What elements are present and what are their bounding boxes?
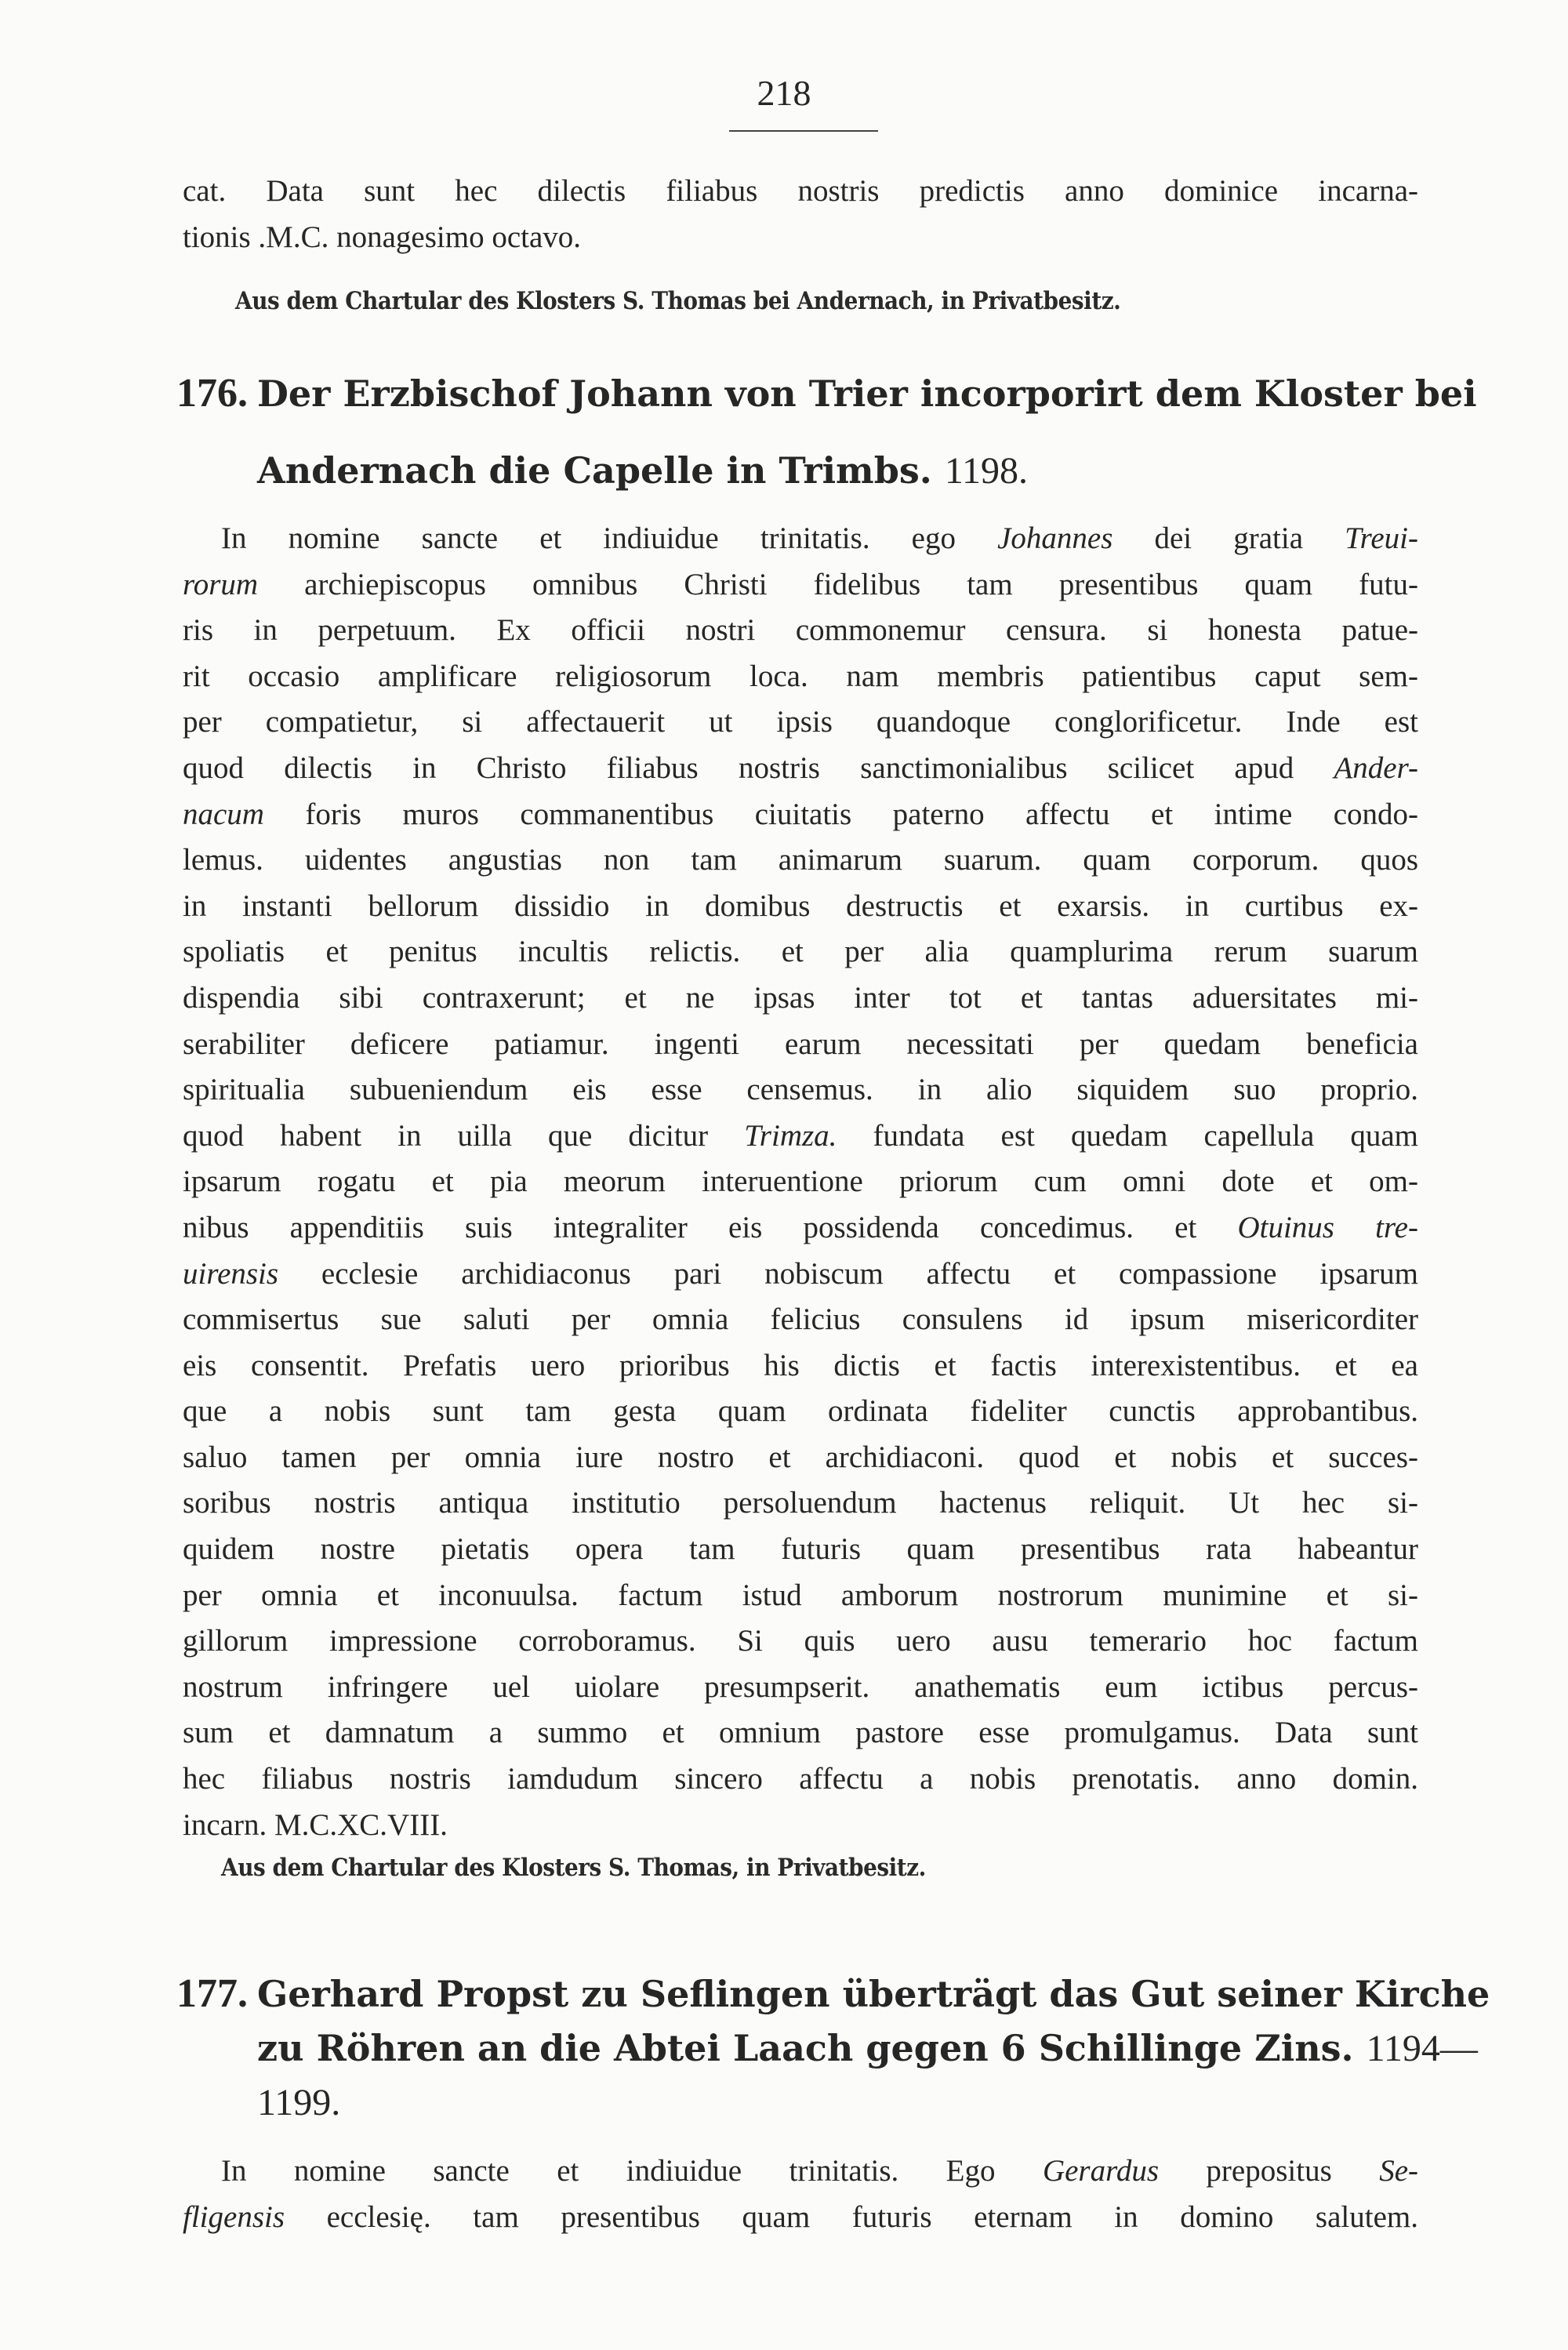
italic-name: Ander- [1334, 750, 1418, 785]
italic-name: nacum [183, 797, 264, 831]
heading-text: Gerhard Propst zu Seflingen überträgt das Gut seiner Kirche [257, 1973, 1490, 2015]
text-line [183, 1251, 1418, 1298]
text-segment: foris muros commanentibus ciuitatis paterno affectu et intime condo- [263, 797, 1418, 831]
text-segment: per omnia et inconuulsa. factum istud amborum nostrorum munimine et si- [183, 1578, 1418, 1612]
text-line [183, 1618, 1418, 1665]
text-line [183, 1756, 1418, 1803]
text-line [183, 215, 1418, 261]
text-segment: dispendia sibi contraxerunt; et ne ipsas inter tot et tantas aduersitates mi- [183, 980, 1418, 1015]
italic-name: fligensis [183, 2199, 285, 2234]
intro-paragraph [183, 169, 1418, 260]
text-segment: spoliatis et penitus incultis relictis. et per alia quamplurima rerum suarum [183, 935, 1418, 969]
text-segment: lemus. uidentes angustias non tam animarum suarum. quam corporum. quos [183, 843, 1418, 877]
text-segment: nostrum infringere uel uiolare presumpserit. anathematis eum ictibus percus- [183, 1669, 1418, 1704]
heading-line [257, 370, 1477, 417]
italic-name: Treui- [1345, 521, 1418, 555]
text-line [183, 1803, 1418, 1849]
text-segment: quod habent in uilla que dicitur [183, 1118, 745, 1153]
text-segment: incarn. M.C.XC.VIII. [183, 1807, 448, 1842]
text-line [183, 516, 1418, 562]
document-number: 177. [176, 1971, 248, 2016]
text-segment: tionis .M.C. nonagesimo octavo. [183, 220, 582, 254]
text-segment: soribus nostris antiqua institutio persoluendum hactenus reliquit. Ut hec si- [183, 1486, 1418, 1520]
text-line [183, 1527, 1418, 1573]
heading-line [257, 2025, 1478, 2072]
italic-name: uirensis [183, 1256, 279, 1291]
text-line [183, 1205, 1418, 1251]
text-segment: In nomine sancte et indiuidue trinitatis. Ego [221, 2154, 1043, 2188]
text-line [183, 699, 1418, 746]
text-line [183, 792, 1418, 838]
heading-year: 1199. [257, 2082, 341, 2123]
text-line [183, 1022, 1418, 1068]
text-segment: In nomine sancte et indiuidue trinitatis. ego [221, 521, 998, 555]
text-line [183, 1067, 1418, 1113]
text-line [183, 837, 1418, 884]
document-body-177 [183, 2148, 1418, 2240]
text-segment: prepositus [1159, 2154, 1380, 2188]
heading-line [257, 447, 1418, 494]
page-number-rule [729, 130, 878, 132]
source-note: Aus dem Chartular des Klosters S. Thomas, in Privatbesitz. [221, 1854, 926, 1882]
text-segment: per compatietur, si affectauerit ut ipsis quandoque conglorificetur. Inde est [183, 705, 1418, 739]
heading-text: Der Erzbischof Johann von Trier incorporirt dem Kloster bei [257, 372, 1477, 415]
text-line [183, 1435, 1418, 1481]
text-line [183, 1665, 1418, 1711]
text-segment: nibus appenditiis suis integraliter eis possidenda concedimus. et [183, 1210, 1238, 1244]
text-line [183, 2195, 1418, 2241]
heading-text: zu Röhren an die Abtei Laach gegen 6 Schillinge Zins. [257, 2027, 1354, 2069]
text-line [183, 1573, 1418, 1619]
text-segment: quidem nostre pietatis opera tam futuris quam presentibus rata habeantur [183, 1532, 1418, 1567]
text-line [183, 975, 1418, 1022]
text-line [183, 169, 1418, 215]
text-line [183, 2148, 1418, 2195]
text-line [183, 562, 1418, 608]
text-line [183, 1159, 1418, 1205]
heading-year: 1194— [1366, 2028, 1478, 2069]
text-line [183, 1480, 1418, 1527]
heading-line [257, 2079, 1418, 2126]
text-line [183, 929, 1418, 975]
italic-name: Trimza. [744, 1118, 837, 1153]
italic-name: Gerardus [1042, 2154, 1159, 2188]
text-segment: que a nobis sunt tam gesta quam ordinata fideliter cunctis approbantibus. [183, 1394, 1418, 1429]
text-segment: saluo tamen per omnia iure nostro et archidiaconi. quod et nobis et succes- [183, 1440, 1418, 1474]
text-segment: hec filiabus nostris iamdudum sincero affectu a nobis prenotatis. anno domin. [183, 1762, 1418, 1796]
page-number: 218 [757, 73, 811, 113]
text-segment: in instanti bellorum dissidio in domibus destructis et exarsis. in curtibus ex- [183, 888, 1418, 923]
text-line [183, 1297, 1418, 1343]
text-line [183, 1389, 1418, 1435]
text-segment: eis consentit. Prefatis uero prioribus his dictis et factis interexistentibus. et ea [183, 1348, 1418, 1382]
text-segment: rit occasio amplificare religiosorum loca. nam membris patientibus caput sem- [183, 659, 1418, 693]
source-note: Aus dem Chartular des Klosters S. Thomas bei Andernach, in Privatbesitz. [235, 287, 1121, 315]
text-segment: ecclesie archidiaconus pari nobiscum affectu et compassione ipsarum [278, 1256, 1418, 1291]
text-segment: commisertus sue saluti per omnia felicius consulens id ipsum misericorditer [183, 1302, 1418, 1337]
text-segment: ris in perpetuum. Ex officii nostri commonemur censura. si honesta patue- [183, 613, 1418, 648]
text-line [183, 654, 1418, 700]
text-segment: dei gratia [1112, 521, 1345, 555]
text-segment: cat. Data sunt hec dilectis filiabus nostris predictis anno dominice incarna- [183, 174, 1418, 208]
text-line [183, 746, 1418, 792]
text-segment: serabiliter deficere patiamur. ingenti earum necessitati per quedam beneficia [183, 1026, 1418, 1061]
heading-year: 1198. [944, 450, 1029, 492]
text-line [183, 1343, 1418, 1389]
text-line [183, 608, 1418, 654]
italic-name: rorum [183, 567, 259, 601]
italic-name: Otuinus tre- [1237, 1210, 1418, 1244]
heading-text: Andernach die Capelle in Trimbs. [257, 449, 932, 492]
text-segment: gillorum impressione corroboramus. Si quis uero ausu temerario hoc factum [183, 1624, 1418, 1658]
text-segment: quod dilectis in Christo filiabus nostris sanctimonialibus scilicet apud [183, 750, 1334, 785]
document-number: 176. [176, 371, 248, 416]
text-segment: ecclesię. tam presentibus quam futuris eternam in domino salutem. [285, 2199, 1418, 2234]
text-line [183, 1113, 1418, 1160]
text-segment: sum et damnatum a summo et omnium pastore esse promulgamus. Data sunt [183, 1716, 1418, 1750]
text-line [183, 1710, 1418, 1756]
text-line [183, 884, 1418, 930]
document-body-176 [183, 516, 1418, 1848]
italic-name: Johannes [997, 521, 1113, 555]
text-segment: spiritualia subueniendum eis esse censemus. in alio siquidem suo proprio. [183, 1073, 1418, 1107]
text-segment: fundata est quedam capellula quam [837, 1118, 1418, 1153]
italic-name: Se- [1379, 2154, 1418, 2188]
text-segment: ipsarum rogatu et pia meorum interuentione priorum cum omni dote et om- [183, 1164, 1418, 1199]
heading-line [257, 1970, 1490, 2018]
text-segment: archiepiscopus omnibus Christi fidelibus tam presentibus quam futu- [258, 567, 1418, 601]
